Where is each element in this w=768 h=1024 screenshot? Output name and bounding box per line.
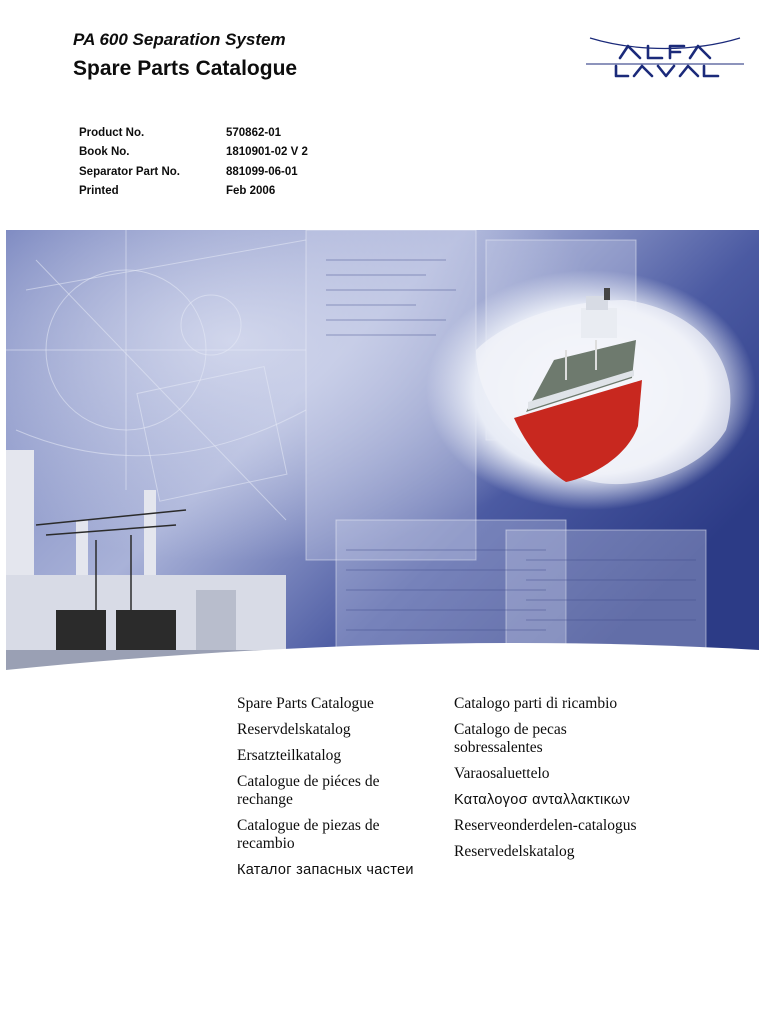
info-row-printed xyxy=(79,182,308,202)
info-value: Feb 2006 xyxy=(226,185,276,198)
document-title: Spare Parts Catalogue xyxy=(73,57,298,80)
cover-illustration xyxy=(6,230,759,672)
catalogue-title-no: Reservedelskatalog xyxy=(454,843,575,860)
catalogue-title-fi: Varaosaluettelo xyxy=(454,765,550,782)
info-row-book-no xyxy=(79,143,308,163)
info-label: Printed xyxy=(79,185,119,198)
catalogue-title-el: Καταλογοσ ανταλλακτικων xyxy=(454,792,631,808)
catalogue-title-en: Spare Parts Catalogue xyxy=(237,695,374,712)
document-subtitle: PA 600 Separation System xyxy=(73,30,286,49)
catalogue-title-fr: Catalogue de piéces de rechange xyxy=(237,773,380,808)
catalogue-title-sv: Reservdelskatalog xyxy=(237,721,351,738)
info-row-separator-part-no xyxy=(79,162,308,182)
catalogue-title-pt: Catalogo de pecas sobressalentes xyxy=(454,721,567,756)
info-value: 1810901-02 V 2 xyxy=(226,146,308,159)
info-row-product-no xyxy=(79,123,308,143)
alfa-laval-logo-mark xyxy=(586,30,744,82)
info-value: 570862-01 xyxy=(226,126,281,139)
catalogue-titles-left xyxy=(237,695,437,887)
info-value: 881099-06-01 xyxy=(226,165,298,178)
info-label: Product No. xyxy=(79,126,145,139)
alfa-laval-logo xyxy=(586,30,744,82)
catalogue-title-ru: Каталог запасных частеи xyxy=(237,862,414,878)
catalogue-title-es: Catalogue de piezas de recambio xyxy=(237,817,380,852)
product-info-table xyxy=(79,123,308,201)
catalogue-titles-right xyxy=(454,695,654,869)
catalogue-title-de: Ersatzteilkatalog xyxy=(237,747,342,764)
info-label: Separator Part No. xyxy=(79,165,180,178)
catalogue-title-it: Catalogo parti di ricambio xyxy=(454,695,618,712)
info-label: Book No. xyxy=(79,146,130,159)
catalogue-title-nl: Reserveonderdelen-catalogus xyxy=(454,817,637,834)
cover-image xyxy=(6,230,759,672)
